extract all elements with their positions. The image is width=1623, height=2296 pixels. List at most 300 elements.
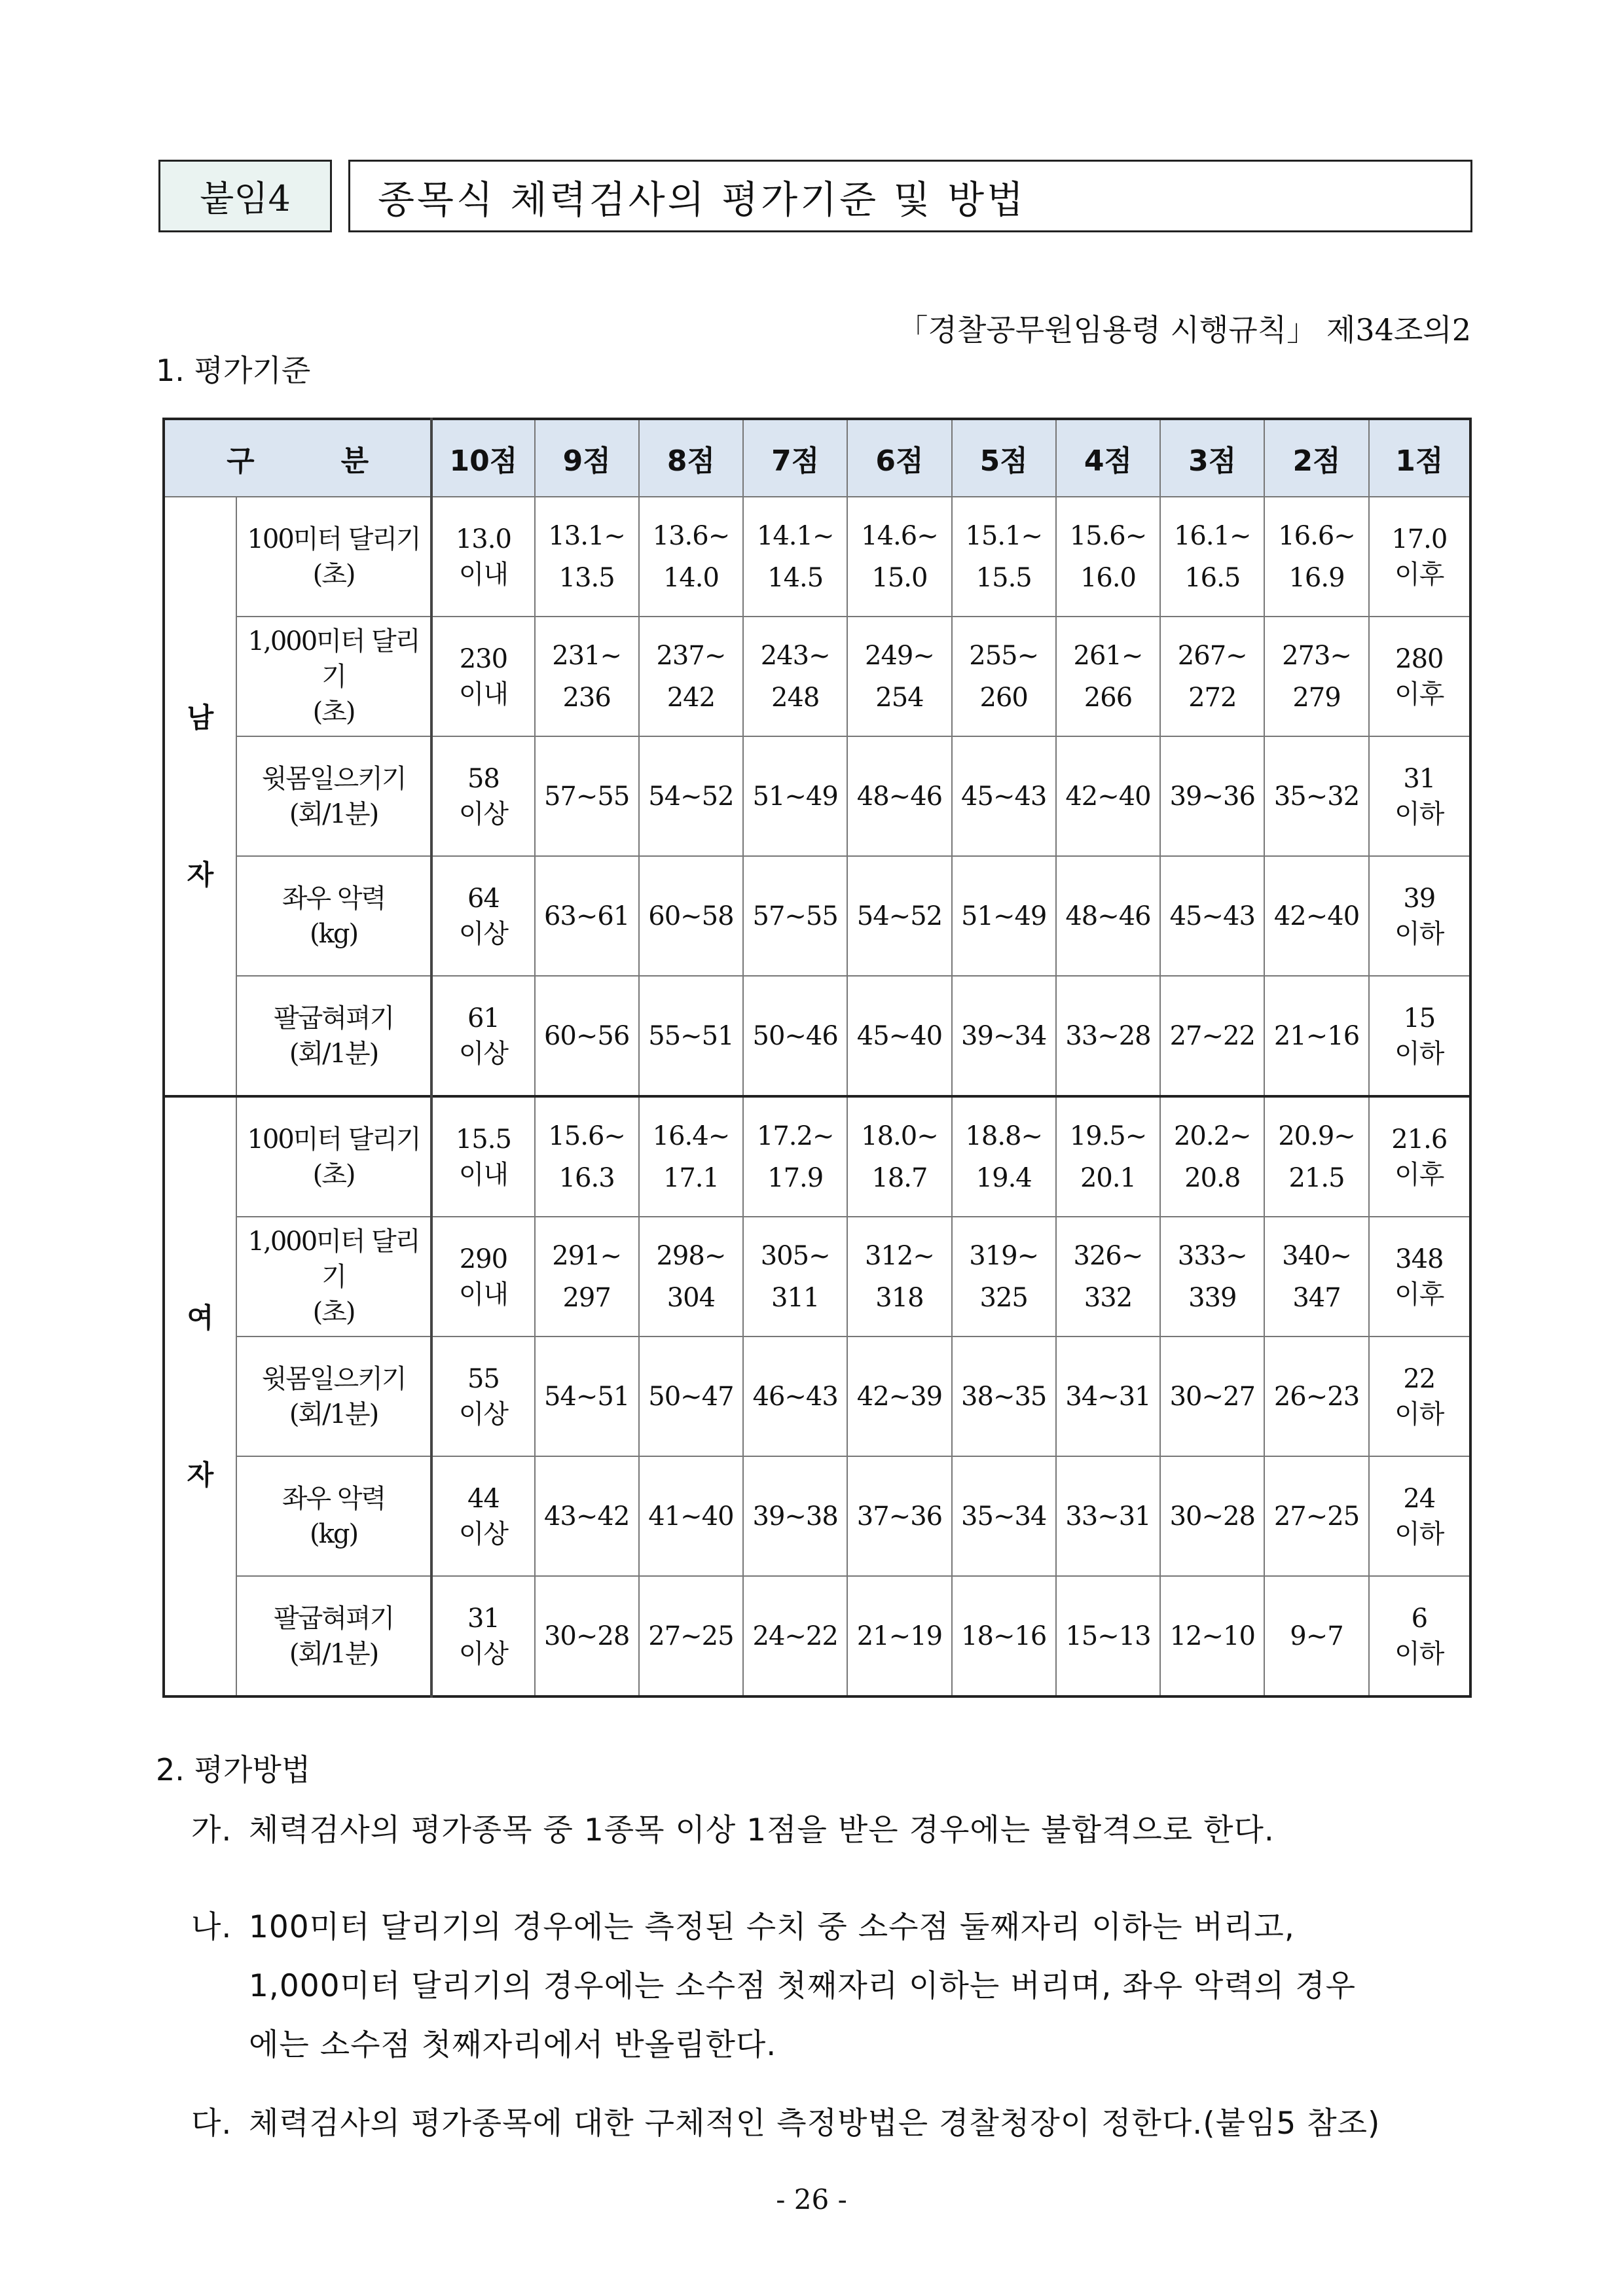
score-value: 18.7 xyxy=(871,1162,928,1193)
score-value: 16.0 xyxy=(1080,562,1136,593)
score-value: 48~46 xyxy=(856,781,943,812)
score-cell xyxy=(1056,736,1160,856)
score-cell xyxy=(847,976,951,1096)
score-value: 61 xyxy=(467,1003,500,1033)
score-value: 21~16 xyxy=(1273,1020,1360,1051)
score-value: 이내 xyxy=(458,1159,509,1190)
score-value: 31 xyxy=(1403,763,1436,794)
score-cell xyxy=(1264,617,1368,736)
score-cell xyxy=(847,1456,951,1576)
score-value: 318 xyxy=(875,1282,924,1313)
score-cell xyxy=(535,1576,639,1696)
score-cell xyxy=(535,976,639,1096)
score-value: 이하 xyxy=(1395,1518,1444,1549)
gender-cell xyxy=(164,497,236,1096)
score-value: 42~39 xyxy=(856,1381,943,1412)
item-name: 팔굽혀펴기 xyxy=(273,1603,394,1634)
score-value: 16.4~ xyxy=(652,1121,730,1151)
score-cell xyxy=(847,617,951,736)
item-unit: (초) xyxy=(312,1297,355,1327)
score-cell xyxy=(847,497,951,617)
score-value: 15.6~ xyxy=(1069,520,1147,551)
score-value: 261~ xyxy=(1073,640,1143,671)
score-value: 33~28 xyxy=(1065,1020,1151,1051)
score-cell xyxy=(639,1456,743,1576)
score-cell xyxy=(847,736,951,856)
score-cell xyxy=(1264,1576,1368,1696)
score-value: 35~34 xyxy=(961,1501,1047,1532)
score-cell xyxy=(1056,617,1160,736)
score-cell xyxy=(431,617,534,736)
header-score-7: 7점 xyxy=(743,419,847,497)
score-cell xyxy=(639,976,743,1096)
score-cell xyxy=(431,497,534,617)
score-value: 이내 xyxy=(458,559,509,590)
score-cell xyxy=(1264,976,1368,1096)
score-value: 15.6~ xyxy=(548,1121,625,1151)
score-value: 45~43 xyxy=(1169,901,1255,931)
item-unit: (회/1분) xyxy=(289,1038,378,1069)
score-cell xyxy=(952,1336,1056,1456)
score-value: 13.5 xyxy=(558,562,615,593)
score-value: 60~58 xyxy=(648,901,734,931)
score-value: 237~ xyxy=(656,640,726,671)
score-value: 273~ xyxy=(1282,640,1351,671)
gender-char: 남 xyxy=(187,701,214,734)
score-value: 30~28 xyxy=(1169,1501,1255,1532)
score-value: 17.0 xyxy=(1391,524,1448,554)
score-value: 51~49 xyxy=(752,781,838,812)
score-cell xyxy=(952,976,1056,1096)
score-value: 54~52 xyxy=(648,781,734,812)
score-value: 16.5 xyxy=(1184,562,1241,593)
score-value: 이내 xyxy=(458,679,509,709)
item-name: 팔굽혀펴기 xyxy=(273,1003,394,1033)
score-cell xyxy=(1264,1456,1368,1576)
item-cell xyxy=(236,976,431,1096)
score-value: 이상 xyxy=(458,1518,509,1549)
score-cell xyxy=(639,1336,743,1456)
score-cell xyxy=(1369,1096,1470,1217)
method-text-line: 1,000미터 달리기의 경우에는 소수점 첫째자리 이하는 버리며, 좌우 악력의 경우 xyxy=(249,1968,1357,2004)
score-value: 이하 xyxy=(1395,1638,1444,1669)
score-value: 14.6~ xyxy=(861,520,938,551)
score-value: 312~ xyxy=(865,1240,934,1271)
score-value: 291~ xyxy=(552,1240,622,1271)
score-value: 21~19 xyxy=(856,1621,943,1651)
score-value: 24~22 xyxy=(752,1621,838,1651)
table-row xyxy=(164,736,1470,856)
score-value: 이하 xyxy=(1395,1038,1444,1069)
score-cell xyxy=(1369,1217,1470,1336)
header-score-2: 2점 xyxy=(1264,419,1368,497)
score-cell xyxy=(847,1096,951,1217)
score-value: 248 xyxy=(771,682,820,713)
score-value: 304 xyxy=(666,1282,716,1313)
score-value: 54~51 xyxy=(543,1381,630,1412)
score-cell xyxy=(431,856,534,976)
score-value: 17.2~ xyxy=(756,1121,834,1151)
score-value: 22 xyxy=(1403,1363,1436,1394)
score-value: 이후 xyxy=(1395,1279,1444,1310)
score-value: 39~34 xyxy=(961,1020,1047,1051)
score-value: 39~38 xyxy=(752,1501,838,1532)
score-value: 13.1~ xyxy=(548,520,625,551)
score-value: 266 xyxy=(1084,682,1133,713)
method-text-line: 에는 소수점 첫째자리에서 반올림한다. xyxy=(249,2027,777,2063)
item-name: 1,000미터 달리기 xyxy=(247,626,420,692)
score-value: 이내 xyxy=(458,1279,509,1310)
score-value: 이상 xyxy=(458,798,509,829)
score-value: 38~35 xyxy=(961,1381,1047,1412)
score-value: 15.5 xyxy=(976,562,1032,593)
score-value: 267~ xyxy=(1177,640,1247,671)
score-cell xyxy=(743,1096,847,1217)
score-cell xyxy=(1160,856,1264,976)
score-value: 55~51 xyxy=(648,1020,734,1051)
score-cell xyxy=(1056,497,1160,617)
score-value: 12~10 xyxy=(1169,1621,1255,1651)
item-cell xyxy=(236,736,431,856)
score-value: 15.0 xyxy=(871,562,928,593)
score-value: 43~42 xyxy=(543,1501,630,1532)
score-value: 이후 xyxy=(1395,1159,1444,1190)
score-value: 57~55 xyxy=(752,901,838,931)
score-value: 30~28 xyxy=(543,1621,630,1651)
item-cell xyxy=(236,1336,431,1456)
score-value: 14.1~ xyxy=(756,520,834,551)
score-cell xyxy=(1160,1217,1264,1336)
score-value: 48~46 xyxy=(1065,901,1151,931)
score-value: 298~ xyxy=(656,1240,726,1271)
score-value: 15~13 xyxy=(1065,1621,1151,1651)
score-value: 20.8 xyxy=(1184,1162,1241,1193)
score-value: 6 xyxy=(1411,1603,1428,1634)
table-row xyxy=(164,1336,1470,1456)
score-cell xyxy=(1369,617,1470,736)
section-heading-methods: 2. 평가방법 xyxy=(156,1752,311,1787)
item-cell xyxy=(236,1217,431,1336)
score-cell xyxy=(743,1217,847,1336)
score-value: 35~32 xyxy=(1273,781,1360,812)
score-value: 24 xyxy=(1403,1483,1436,1514)
score-value: 13.6~ xyxy=(652,520,730,551)
score-value: 18.8~ xyxy=(965,1121,1042,1151)
score-cell xyxy=(1369,736,1470,856)
header-score-8: 8점 xyxy=(639,419,743,497)
method-text: 체력검사의 평가종목 중 1종목 이상 1점을 받은 경우에는 불합격으로 한다. xyxy=(249,1812,1275,1848)
score-value: 290 xyxy=(459,1244,508,1274)
document-title: 종목식 체력검사의 평가기준 및 방법 xyxy=(348,160,1472,232)
score-cell xyxy=(1056,1096,1160,1217)
law-reference: 「경찰공무원임용령 시행규칙」 제34조의2 xyxy=(898,312,1471,348)
score-value: 279 xyxy=(1292,682,1341,713)
score-cell xyxy=(952,1096,1056,1217)
table-row xyxy=(164,1096,1470,1217)
item-unit: (회/1분) xyxy=(289,1399,378,1429)
item-name: 좌우 악력 xyxy=(282,883,386,914)
score-cell xyxy=(1160,1576,1264,1696)
score-value: 260 xyxy=(979,682,1028,713)
score-value: 45~43 xyxy=(961,781,1047,812)
score-value: 이하 xyxy=(1395,918,1444,949)
score-value: 332 xyxy=(1084,1282,1133,1313)
score-value: 15.1~ xyxy=(965,520,1042,551)
score-value: 319~ xyxy=(969,1240,1039,1271)
score-value: 42~40 xyxy=(1273,901,1360,931)
score-value: 339 xyxy=(1188,1282,1237,1313)
score-cell xyxy=(743,856,847,976)
score-value: 347 xyxy=(1292,1282,1341,1313)
score-cell xyxy=(535,856,639,976)
score-value: 326~ xyxy=(1073,1240,1143,1271)
score-value: 50~47 xyxy=(648,1381,734,1412)
score-value: 297 xyxy=(562,1282,611,1313)
item-unit: (kg) xyxy=(310,1518,358,1549)
header-category: 구 분 xyxy=(164,419,431,497)
score-value: 242 xyxy=(666,682,716,713)
score-cell xyxy=(639,497,743,617)
score-cell xyxy=(1160,976,1264,1096)
header-score-3: 3점 xyxy=(1160,419,1264,497)
score-cell xyxy=(952,1576,1056,1696)
score-cell xyxy=(847,856,951,976)
score-value: 54~52 xyxy=(856,901,943,931)
score-cell xyxy=(639,736,743,856)
method-marker: 나. xyxy=(191,1909,232,1945)
score-cell xyxy=(743,497,847,617)
score-value: 50~46 xyxy=(752,1020,838,1051)
score-cell xyxy=(431,1096,534,1217)
score-value: 39 xyxy=(1403,883,1436,914)
score-cell xyxy=(1056,856,1160,976)
score-value: 51~49 xyxy=(961,901,1047,931)
score-value: 33~31 xyxy=(1065,1501,1151,1532)
method-marker: 가. xyxy=(191,1812,232,1848)
score-value: 26~23 xyxy=(1273,1381,1360,1412)
score-cell xyxy=(743,617,847,736)
score-cell xyxy=(431,1576,534,1696)
score-cell xyxy=(1160,1096,1264,1217)
item-cell xyxy=(236,1096,431,1217)
score-value: 이하 xyxy=(1395,798,1444,829)
score-value: 17.1 xyxy=(663,1162,719,1193)
score-value: 이상 xyxy=(458,1638,509,1669)
score-value: 34~31 xyxy=(1065,1381,1151,1412)
score-value: 이하 xyxy=(1395,1399,1444,1429)
score-value: 13.0 xyxy=(455,524,511,554)
item-unit: (회/1분) xyxy=(289,798,378,829)
score-value: 280 xyxy=(1395,643,1444,674)
score-cell xyxy=(1056,1456,1160,1576)
score-cell xyxy=(535,736,639,856)
score-cell xyxy=(847,1576,951,1696)
score-value: 이상 xyxy=(458,918,509,949)
score-value: 14.5 xyxy=(767,562,824,593)
score-cell xyxy=(535,497,639,617)
score-value: 27~25 xyxy=(1273,1501,1360,1532)
header-score-6: 6점 xyxy=(847,419,951,497)
item-unit: (초) xyxy=(312,1159,355,1190)
score-value: 27~22 xyxy=(1169,1020,1255,1051)
item-unit: (초) xyxy=(312,696,355,727)
score-cell xyxy=(1056,976,1160,1096)
header-score-10: 10점 xyxy=(431,419,534,497)
score-cell xyxy=(1264,1336,1368,1456)
score-value: 243~ xyxy=(760,640,830,671)
score-value: 45~40 xyxy=(856,1020,943,1051)
score-cell xyxy=(639,1217,743,1336)
score-cell xyxy=(1160,736,1264,856)
score-value: 230 xyxy=(459,643,508,674)
table-row xyxy=(164,617,1470,736)
header-score-5: 5점 xyxy=(952,419,1056,497)
score-cell xyxy=(952,1217,1056,1336)
score-value: 42~40 xyxy=(1065,781,1151,812)
item-unit: (초) xyxy=(312,559,355,590)
score-cell xyxy=(847,1336,951,1456)
score-cell xyxy=(431,1336,534,1456)
score-cell xyxy=(952,1456,1056,1576)
score-value: 272 xyxy=(1188,682,1237,713)
score-value: 340~ xyxy=(1282,1240,1351,1271)
item-cell xyxy=(236,497,431,617)
score-value: 15.5 xyxy=(455,1124,511,1155)
page-number: - 26 - xyxy=(776,2183,847,2215)
score-value: 15 xyxy=(1403,1003,1436,1033)
table-header-row xyxy=(164,419,1470,497)
score-value: 231~ xyxy=(552,640,622,671)
score-cell xyxy=(639,1576,743,1696)
score-value: 64 xyxy=(467,883,500,914)
score-cell xyxy=(1264,1217,1368,1336)
item-unit: (회/1분) xyxy=(289,1638,378,1669)
score-value: 21.6 xyxy=(1391,1124,1448,1155)
score-value: 348 xyxy=(1395,1244,1444,1274)
score-value: 333~ xyxy=(1177,1240,1247,1271)
score-value: 57~55 xyxy=(543,781,630,812)
score-cell xyxy=(1369,856,1470,976)
score-value: 14.0 xyxy=(663,562,719,593)
score-value: 37~36 xyxy=(856,1501,943,1532)
table-row xyxy=(164,1217,1470,1336)
method-item-ga xyxy=(191,1801,1275,1860)
score-value: 31 xyxy=(467,1603,500,1634)
item-cell xyxy=(236,617,431,736)
score-value: 325 xyxy=(979,1282,1028,1313)
score-cell xyxy=(431,976,534,1096)
gender-char: 자 xyxy=(187,858,214,891)
score-cell xyxy=(743,976,847,1096)
score-value: 20.9~ xyxy=(1278,1121,1355,1151)
score-value: 16.9 xyxy=(1288,562,1345,593)
score-cell xyxy=(1369,976,1470,1096)
score-value: 이후 xyxy=(1395,679,1444,709)
score-cell xyxy=(952,617,1056,736)
score-cell xyxy=(1369,1336,1470,1456)
score-cell xyxy=(1160,617,1264,736)
score-cell xyxy=(1056,1336,1160,1456)
score-value: 9~7 xyxy=(1290,1621,1343,1651)
score-value: 16.1~ xyxy=(1173,520,1251,551)
score-value: 44 xyxy=(467,1483,500,1514)
score-value: 55 xyxy=(467,1363,500,1394)
score-value: 41~40 xyxy=(648,1501,734,1532)
item-name: 100미터 달리기 xyxy=(247,1124,420,1155)
score-cell xyxy=(535,1217,639,1336)
score-value: 이후 xyxy=(1395,559,1444,590)
score-cell xyxy=(431,1217,534,1336)
score-value: 이상 xyxy=(458,1038,509,1069)
score-cell xyxy=(1264,497,1368,617)
score-value: 17.9 xyxy=(767,1162,824,1193)
score-cell xyxy=(952,736,1056,856)
gender-cell xyxy=(164,1096,236,1696)
score-cell xyxy=(952,856,1056,976)
item-name: 100미터 달리기 xyxy=(247,524,420,554)
header-score-4: 4점 xyxy=(1056,419,1160,497)
score-cell xyxy=(1369,497,1470,617)
score-value: 311 xyxy=(771,1282,820,1313)
score-value: 254 xyxy=(875,682,924,713)
score-cell xyxy=(431,736,534,856)
method-marker: 다. xyxy=(191,2106,232,2142)
score-value: 20.1 xyxy=(1080,1162,1136,1193)
item-name: 1,000미터 달리기 xyxy=(247,1226,420,1292)
score-value: 16.6~ xyxy=(1278,520,1355,551)
score-cell xyxy=(1369,1456,1470,1576)
table-row xyxy=(164,1456,1470,1576)
score-cell xyxy=(743,736,847,856)
score-value: 249~ xyxy=(865,640,934,671)
attachment-tag: 붙임4 xyxy=(158,160,332,232)
score-cell xyxy=(535,1456,639,1576)
method-item-na xyxy=(191,1898,1474,2075)
item-name: 윗몸일으키기 xyxy=(261,1363,406,1394)
score-cell xyxy=(1056,1576,1160,1696)
score-value: 255~ xyxy=(969,640,1039,671)
score-cell xyxy=(1160,497,1264,617)
section-heading-criteria: 1. 평가기준 xyxy=(156,353,311,388)
score-cell xyxy=(743,1336,847,1456)
gender-char: 여 xyxy=(187,1301,214,1334)
score-value: 39~36 xyxy=(1169,781,1255,812)
score-cell xyxy=(639,617,743,736)
evaluation-criteria-table xyxy=(162,418,1472,1698)
score-value: 30~27 xyxy=(1169,1381,1255,1412)
score-value: 60~56 xyxy=(543,1020,630,1051)
score-value: 16.3 xyxy=(558,1162,615,1193)
score-value: 18.0~ xyxy=(861,1121,938,1151)
score-cell xyxy=(535,1096,639,1217)
item-cell xyxy=(236,1456,431,1576)
score-cell xyxy=(639,1096,743,1217)
score-cell xyxy=(847,1217,951,1336)
score-value: 20.2~ xyxy=(1173,1121,1251,1151)
score-value: 46~43 xyxy=(752,1381,838,1412)
score-value: 236 xyxy=(562,682,611,713)
score-value: 이상 xyxy=(458,1399,509,1429)
item-cell xyxy=(236,1576,431,1696)
score-value: 18~16 xyxy=(961,1621,1047,1651)
score-cell xyxy=(1264,1096,1368,1217)
header-score-1: 1점 xyxy=(1369,419,1470,497)
score-value: 58 xyxy=(467,763,500,794)
method-text: 체력검사의 평가종목에 대한 구체적인 측정방법은 경찰청장이 정한다.(붙임5 참조) xyxy=(249,2106,1381,2142)
score-cell xyxy=(535,617,639,736)
table-row xyxy=(164,1576,1470,1696)
score-cell xyxy=(743,1456,847,1576)
